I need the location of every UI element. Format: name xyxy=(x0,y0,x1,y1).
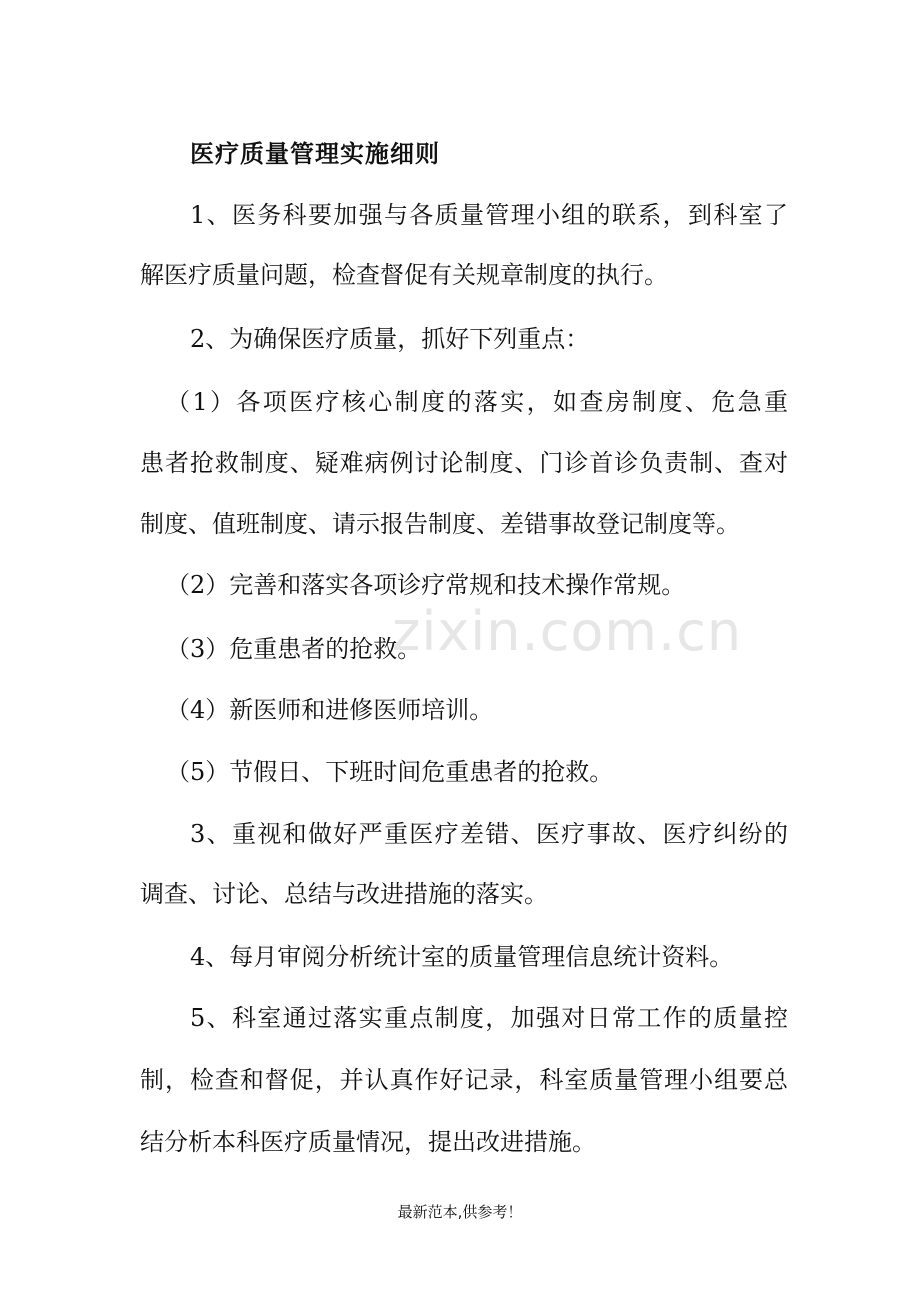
paragraph-line: （4）新医师和进修医师培训。 xyxy=(166,696,494,724)
paragraph-line: 4、每月审阅分析统计室的质量管理信息统计资料。 xyxy=(190,943,734,971)
paragraph-line: 制，检查和督促，并认真作好记录，科室质量管理小组要总 xyxy=(140,1066,788,1094)
paragraph-line: （2）完善和落实各项诊疗常规和技术操作常规。 xyxy=(166,571,686,599)
paragraph-line: 1、医务科要加强与各质量管理小组的联系，到科室了 xyxy=(190,201,788,229)
paragraph-line: 制度、值班制度、请示报告制度、差错事故登记制度等。 xyxy=(140,510,740,538)
paragraph-line: （3）危重患者的抢救。 xyxy=(166,635,422,663)
paragraph-line: 5、科室通过落实重点制度，加强对日常工作的质量控 xyxy=(190,1004,788,1032)
paragraph-line: 2、为确保医疗质量，抓好下列重点： xyxy=(190,325,590,353)
paragraph-line: 3、重视和做好严重医疗差错、医疗事故、医疗纠纷的 xyxy=(190,820,788,848)
paragraph-line: 患者抢救制度、疑难病例讨论制度、门诊首诊负责制、查对 xyxy=(140,449,788,477)
paragraph-line: 解医疗质量问题，检查督促有关规章制度的执行。 xyxy=(140,261,668,289)
footer-note: 最新范本,供参考！ xyxy=(397,1203,523,1221)
paragraph-line: 结分析本科医疗质量情况，提出改进措施。 xyxy=(140,1128,596,1156)
paragraph-line: 调查、讨论、总结与改进措施的落实。 xyxy=(140,880,548,908)
paragraph-line: （1）各项医疗核心制度的落实，如查房制度、危急重 xyxy=(166,388,788,416)
watermark: zixin.com.cn xyxy=(392,600,743,663)
document-title: 医疗质量管理实施细则 xyxy=(190,139,440,168)
paragraph-line: （5）节假日、下班时间危重患者的抢救。 xyxy=(166,758,614,786)
